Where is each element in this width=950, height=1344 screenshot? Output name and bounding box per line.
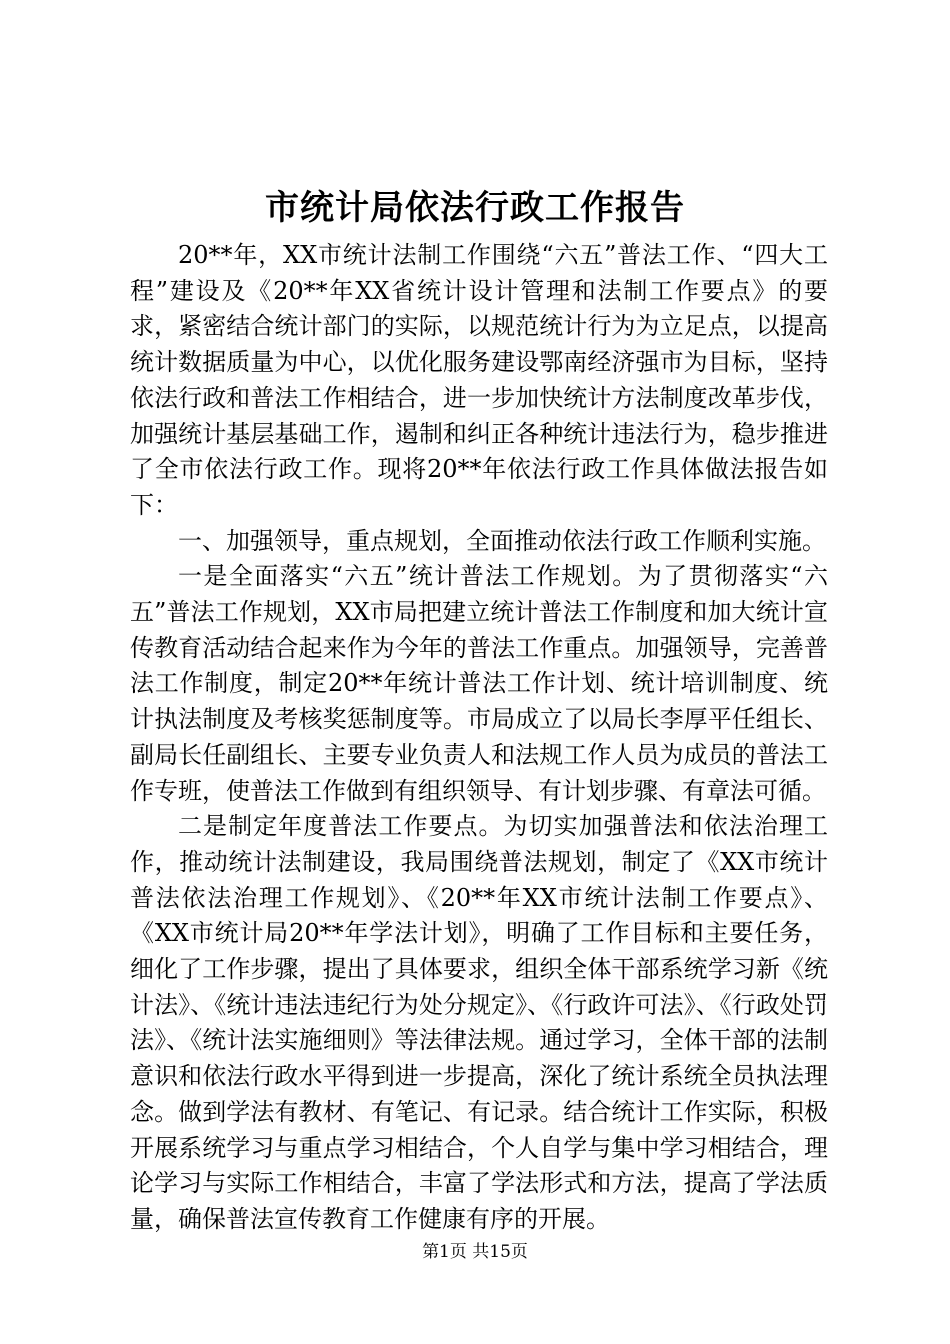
paragraph-intro: 20**年，XX市统计法制工作围绕“六五”普法工作、“四大工程”建设及《20**年XX省统计设计管理和法制工作要点》的要求，紧密结合统计部门的实际，以规范统计行为为立足点，以提高统计数据质量为中心，以优化服务建设鄂南经济强市为目标，坚持依法行政和普法工作相结合，进一步加快统计方法制度改革步伐，加强统计基层基础工作，遏制和纠正各种统计违法行为，稳步推进了全市依法行政工作。现将20**年依法行政工作具体做法报告如下：	[130, 241, 828, 519]
document-title: 市统计局依法行政工作报告	[265, 188, 685, 228]
paragraph-item-one: 一是全面落实“六五”统计普法工作规划。为了贯彻落实“六五”普法工作规划，XX市局把建立统计普法工作制度和加大统计宣传教育活动结合起来作为今年的普法工作重点。加强领导，完善普法工作制度，制定20**年统计普法工作计划、统计培训制度、统计执法制度及考核奖惩制度等。市局成立了以局长李厚平任组长、副局长任副组长、主要专业负责人和法规工作人员为成员的普法工作专班，使普法工作做到有组织领导、有计划步骤、有章法可循。	[130, 562, 828, 805]
paragraph-item-two: 二是制定年度普法工作要点。为切实加强普法和依法治理工作，推动统计法制建设，我局围绕普法规划，制定了《XX市统计普法依法治理工作规划》、《20**年XX市统计法制工作要点》、《XX市统计局20**年学法计划》，明确了工作目标和主要任务，细化了工作步骤，提出了具体要求，组织全体干部系统学习新《统计法》、《统计违法违纪行为处分规定》、《行政许可法》、《行政处罚法》、《统计法实施细则》等法律法规。通过学习，全体干部的法制意识和依法行政水平得到进一步提高，深化了统计系统全员执法理念。做到学法有教材、有笔记、有记录。结合统计工作实际，积极开展系统学习与重点学习相结合，个人自学与集中学习相结合，理论学习与实际工作相结合，丰富了学法形式和方法，提高了学法质量，确保普法宣传教育工作健康有序的开展。	[130, 812, 828, 1233]
paragraph-section-one-heading: 一、加强领导，重点规划，全面推动依法行政工作顺利实施。	[178, 526, 826, 555]
document-body	[130, 238, 828, 1238]
page-number-footer: 第1页 共15页	[422, 1242, 528, 1262]
